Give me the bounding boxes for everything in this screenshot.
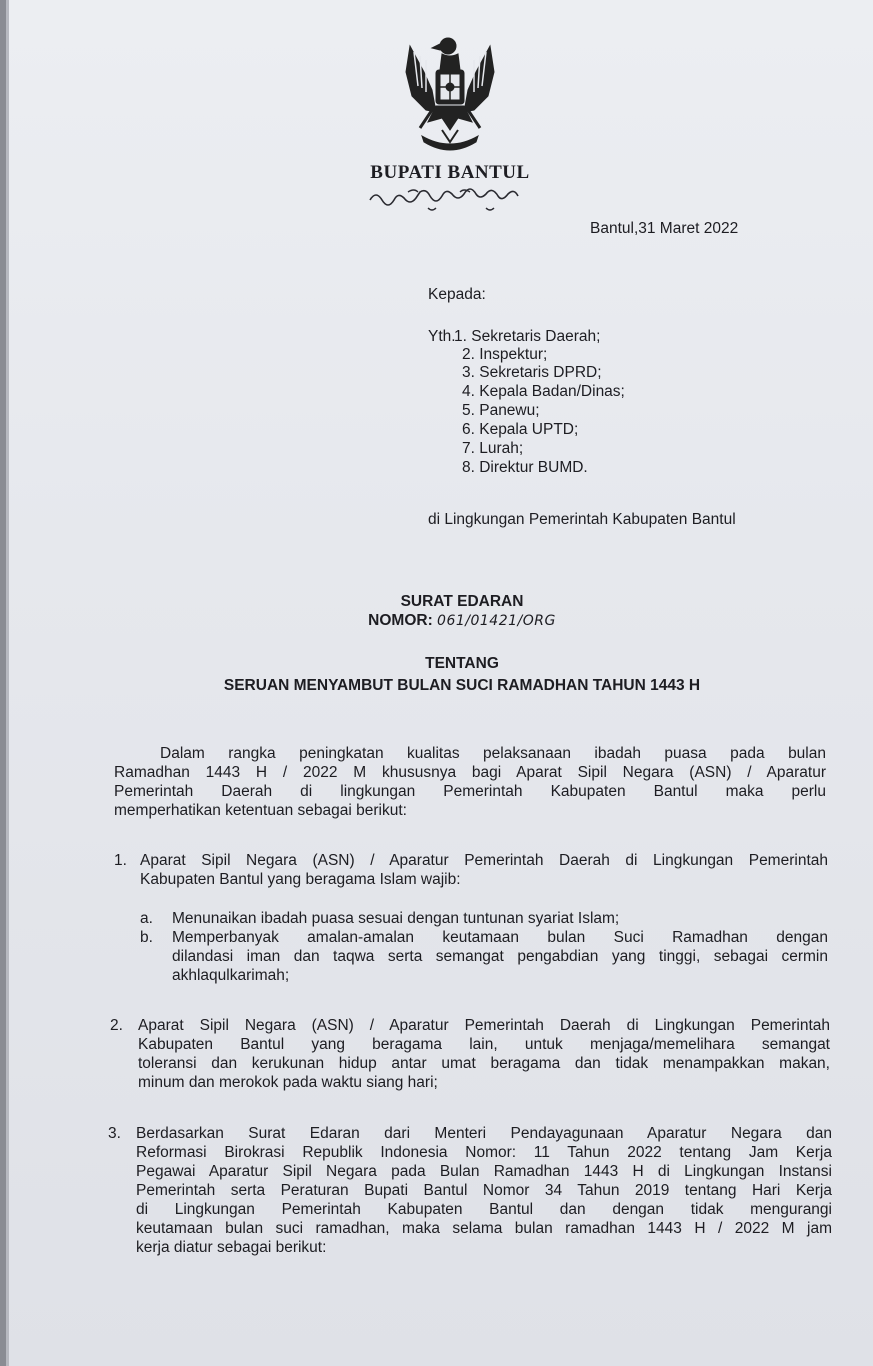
paragraph-line: Kabupaten Bantul yang beragama lain, untuk menjaga/memelihara semangat: [138, 1036, 830, 1053]
point-2-text: [138, 1016, 830, 1092]
paragraph-line: Pegawai Aparatur Sipil Negara pada Bulan Ramadhan 1443 H di Lingkungan Instansi: [136, 1163, 832, 1180]
letter-number-handwritten: 061/01421/ORG: [437, 613, 556, 629]
paragraph-line: Reformasi Birokrasi Republik Indonesia Nomor: 11 Tahun 2022 tentang Jam Kerja: [136, 1144, 832, 1161]
paragraph-line: Pemerintah serta Peraturan Bupati Bantul Nomor 34 Tahun 2019 tentang Hari Kerja: [136, 1182, 832, 1199]
subpoint-a-text: [172, 909, 828, 928]
addressee-item: 8. Direktur BUMD.: [462, 459, 588, 476]
javanese-script-line: [368, 186, 528, 214]
paragraph-line: dilandasi iman dan taqwa serta semangat pengabdian yang tinggi, sebagai cermin: [172, 948, 828, 965]
letter-number-label: NOMOR:: [368, 612, 433, 629]
paragraph-line: Dalam rangka peningkatan kualitas pelaksanaan ibadah puasa pada bulan: [160, 745, 826, 762]
point-3-text: [136, 1124, 832, 1257]
paragraph-line: Aparat Sipil Negara (ASN) / Aparatur Pemerintah Daerah di Lingkungan Pemerintah: [140, 852, 828, 869]
paragraph-line: minum dan merokok pada waktu siang hari;: [138, 1074, 438, 1091]
letter-about: TENTANG: [425, 655, 499, 672]
addressee-item: 2. Inspektur;: [462, 346, 548, 363]
subpoint-letter: b.: [140, 929, 153, 946]
addressee-item: 6. Kepala UPTD;: [462, 421, 579, 438]
addressee-item: 3. Sekretaris DPRD;: [462, 364, 602, 381]
letter-subject: SERUAN MENYAMBUT BULAN SUCI RAMADHAN TAHUN 1443 H: [223, 677, 701, 694]
page-edge: [6, 0, 9, 1366]
paragraph-line: Menunaikan ibadah puasa sesuai dengan tuntunan syariat Islam;: [172, 910, 620, 927]
intro-paragraph: [114, 744, 826, 820]
point-number: 2.: [110, 1017, 123, 1034]
date-line: Bantul,31 Maret 2022: [590, 220, 739, 237]
letter-number: [300, 611, 624, 631]
addressee-item: 1. Sekretaris Daerah;: [454, 328, 601, 345]
paragraph-line: Memperbanyak amalan-amalan keutamaan bulan Suci Ramadhan dengan: [172, 929, 828, 946]
addressee-item: 7. Lurah;: [462, 440, 524, 457]
authority-title: BUPATI BANTUL: [370, 162, 530, 183]
addressee-location: di Lingkungan Pemerintah Kabupaten Bantul: [428, 511, 736, 528]
subpoint-letter: a.: [140, 910, 153, 927]
paragraph-line: Kabupaten Bantul yang beragama Islam wajib:: [140, 871, 461, 888]
letter-type: SURAT EDARAN: [400, 593, 524, 610]
addressee-salutation: Yth.: [428, 328, 456, 345]
paragraph-line: Berdasarkan Surat Edaran dari Menteri Pendayagunaan Aparatur Negara dan: [136, 1125, 832, 1142]
paragraph-line: Pemerintah Daerah di lingkungan Pemerintah Kabupaten Bantul maka perlu: [114, 783, 826, 800]
paragraph-line: Aparat Sipil Negara (ASN) / Aparatur Pemerintah Daerah di Lingkungan Pemerintah: [138, 1017, 830, 1034]
addressee-item: 4. Kepala Badan/Dinas;: [462, 383, 625, 400]
garuda-emblem-icon: [392, 26, 508, 156]
paragraph-line: Ramadhan 1443 H / 2022 M khususnya bagi Aparat Sipil Negara (ASN) / Aparatur: [114, 764, 826, 781]
paragraph-line: akhlaqulkarimah;: [172, 967, 290, 984]
paragraph-line: di Lingkungan Pemerintah Kabupaten Bantul dan dengan tidak mengurangi: [136, 1201, 832, 1218]
paragraph-line: keutamaan bulan suci ramadhan, maka selama bulan ramadhan 1443 H / 2022 M jam: [136, 1220, 832, 1237]
paragraph-line: kerja diatur sebagai berikut:: [136, 1239, 327, 1256]
addressee-intro: Kepada:: [428, 286, 486, 303]
addressee-item: 5. Panewu;: [462, 402, 540, 419]
point-number: 3.: [108, 1125, 121, 1142]
point-1-text: [140, 851, 828, 889]
paragraph-line: memperhatikan ketentuan sebagai berikut:: [114, 802, 407, 819]
point-number: 1.: [114, 852, 127, 869]
paragraph-line: toleransi dan kerukunan hidup antar umat beragama dan tidak menampakkan makan,: [138, 1055, 830, 1072]
subpoint-b-text: [172, 928, 828, 985]
